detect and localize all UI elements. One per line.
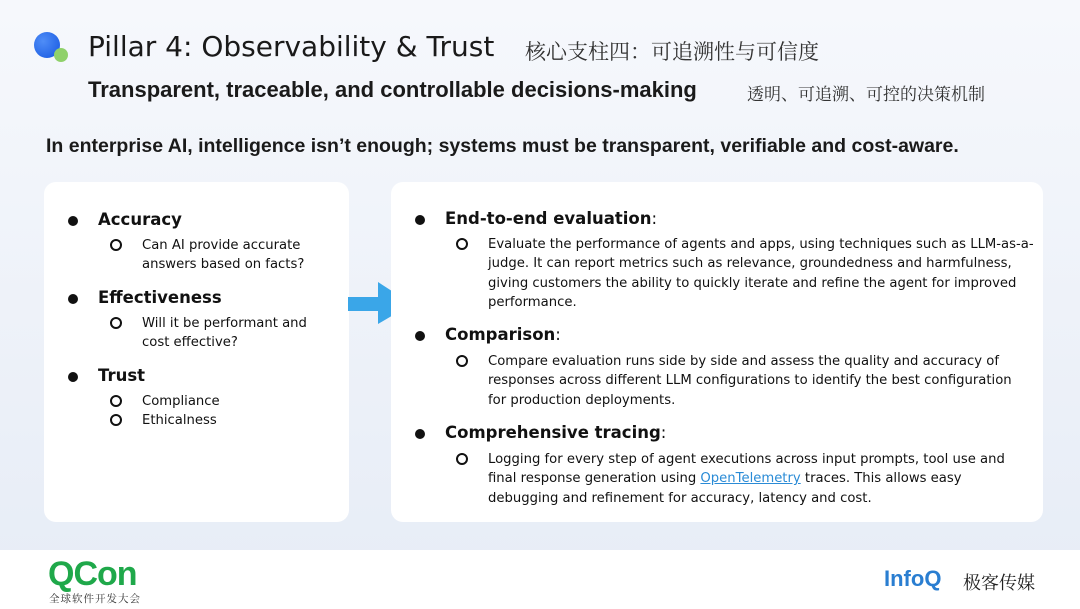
infoq-logo: InfoQ	[884, 566, 942, 591]
sub-bullet-icon	[110, 414, 122, 426]
bullet-icon	[68, 294, 78, 304]
logo-green-dot	[54, 48, 68, 62]
right-card: End-to-end evaluation: Evaluate the performance of agents and apps, using techniques such as LLM-as-a- judge. It can report metrics such as relevance, groundedness and harmfulness, giving customers the ability to quickly iterate and refine the agent for improved performance. Comparison: Compare evaluation runs side by side and assess the quality and accuracy of responses across different LLM configurations to identify the best configuration for production deployments. Comprehensive tracing: Logging for every step of agent executions across input prompts, tool use and final response generation using OpenTelemetry traces. This allows easy debugging and refinement for accuracy, latency and cost.	[391, 182, 1043, 522]
qcon-logo: QCon	[48, 555, 137, 593]
sub-bullet-icon	[110, 317, 122, 329]
opentelemetry-link[interactable]: OpenTelemetry	[700, 471, 801, 487]
sub-bullet-icon	[456, 238, 468, 250]
page-title: Pillar 4: Observability & Trust	[88, 30, 495, 63]
bullet-icon	[415, 429, 425, 439]
bullet-icon	[415, 331, 425, 341]
left-card: Accuracy Can AI provide accurate answers based on facts? Effectiveness Will it be performant and cost effective? Trust Compliance Ethicalness	[44, 182, 349, 522]
sub-bullet-icon	[110, 239, 122, 251]
bullet-icon	[415, 215, 425, 225]
page-subtitle: Transparent, traceable, and controllable decisions-making	[88, 77, 697, 102]
bullet-icon	[68, 372, 78, 382]
headline: In enterprise AI, intelligence isn’t enough; systems must be transparent, verifiable and cost-aware.	[46, 135, 959, 157]
bullet-icon	[68, 216, 78, 226]
sub-bullet-icon	[110, 395, 122, 407]
page-subtitle-cn: 透明、可追溯、可控的决策机制	[747, 85, 985, 105]
sub-bullet-icon	[456, 355, 468, 367]
tracing-line2: final response generation using OpenTelemetry traces. This allows easy	[488, 471, 962, 487]
qcon-logo-subtitle: 全球软件开发大会	[49, 593, 141, 605]
sub-bullet-icon	[456, 453, 468, 465]
infoq-logo-cn: 极客传媒	[963, 573, 1035, 594]
page-title-cn: 核心支柱四：可追溯性与可信度	[525, 40, 819, 64]
